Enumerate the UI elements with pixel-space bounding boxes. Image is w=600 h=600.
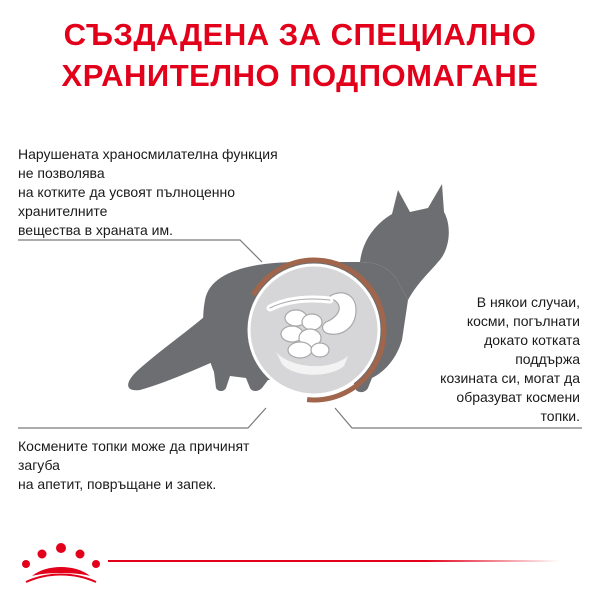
callout-line: козината си, могат да [440,370,580,386]
callout-line: поддържа [515,351,580,367]
callout-line: вещества в храната им. [18,222,173,238]
leader-line-bottom-left [18,408,266,428]
callout-line: В някои случаи, [476,294,580,310]
leader-line-right [335,408,582,428]
callout-line: образуват космени [456,389,580,405]
headline-line-1: СЪЗДАДЕНА ЗА СПЕЦИАЛНО [63,17,537,52]
callout-line: Нарушената храносмилателна функция [18,146,278,162]
callout-line: на апетит, повръщане и запек. [18,476,217,492]
headline-line-2: ХРАНИТЕЛНО ПОДПОМАГАНЕ [61,58,539,93]
leader-line-top-left [18,240,262,262]
footer-divider [108,560,560,562]
callout-line: загуба [18,457,60,473]
royal-canin-crown-logo [18,540,104,584]
callout-line: докато котката [484,332,580,348]
callout-line: Космените топки може да причинят [18,438,250,454]
callout-line: не позволява [18,165,105,181]
callout-line: хранителните [18,203,108,219]
callout-line: косми, погълнати [466,313,580,329]
callout-line: на котките да усвоят пълноценно [18,184,236,200]
callout-line: топки. [540,408,580,424]
